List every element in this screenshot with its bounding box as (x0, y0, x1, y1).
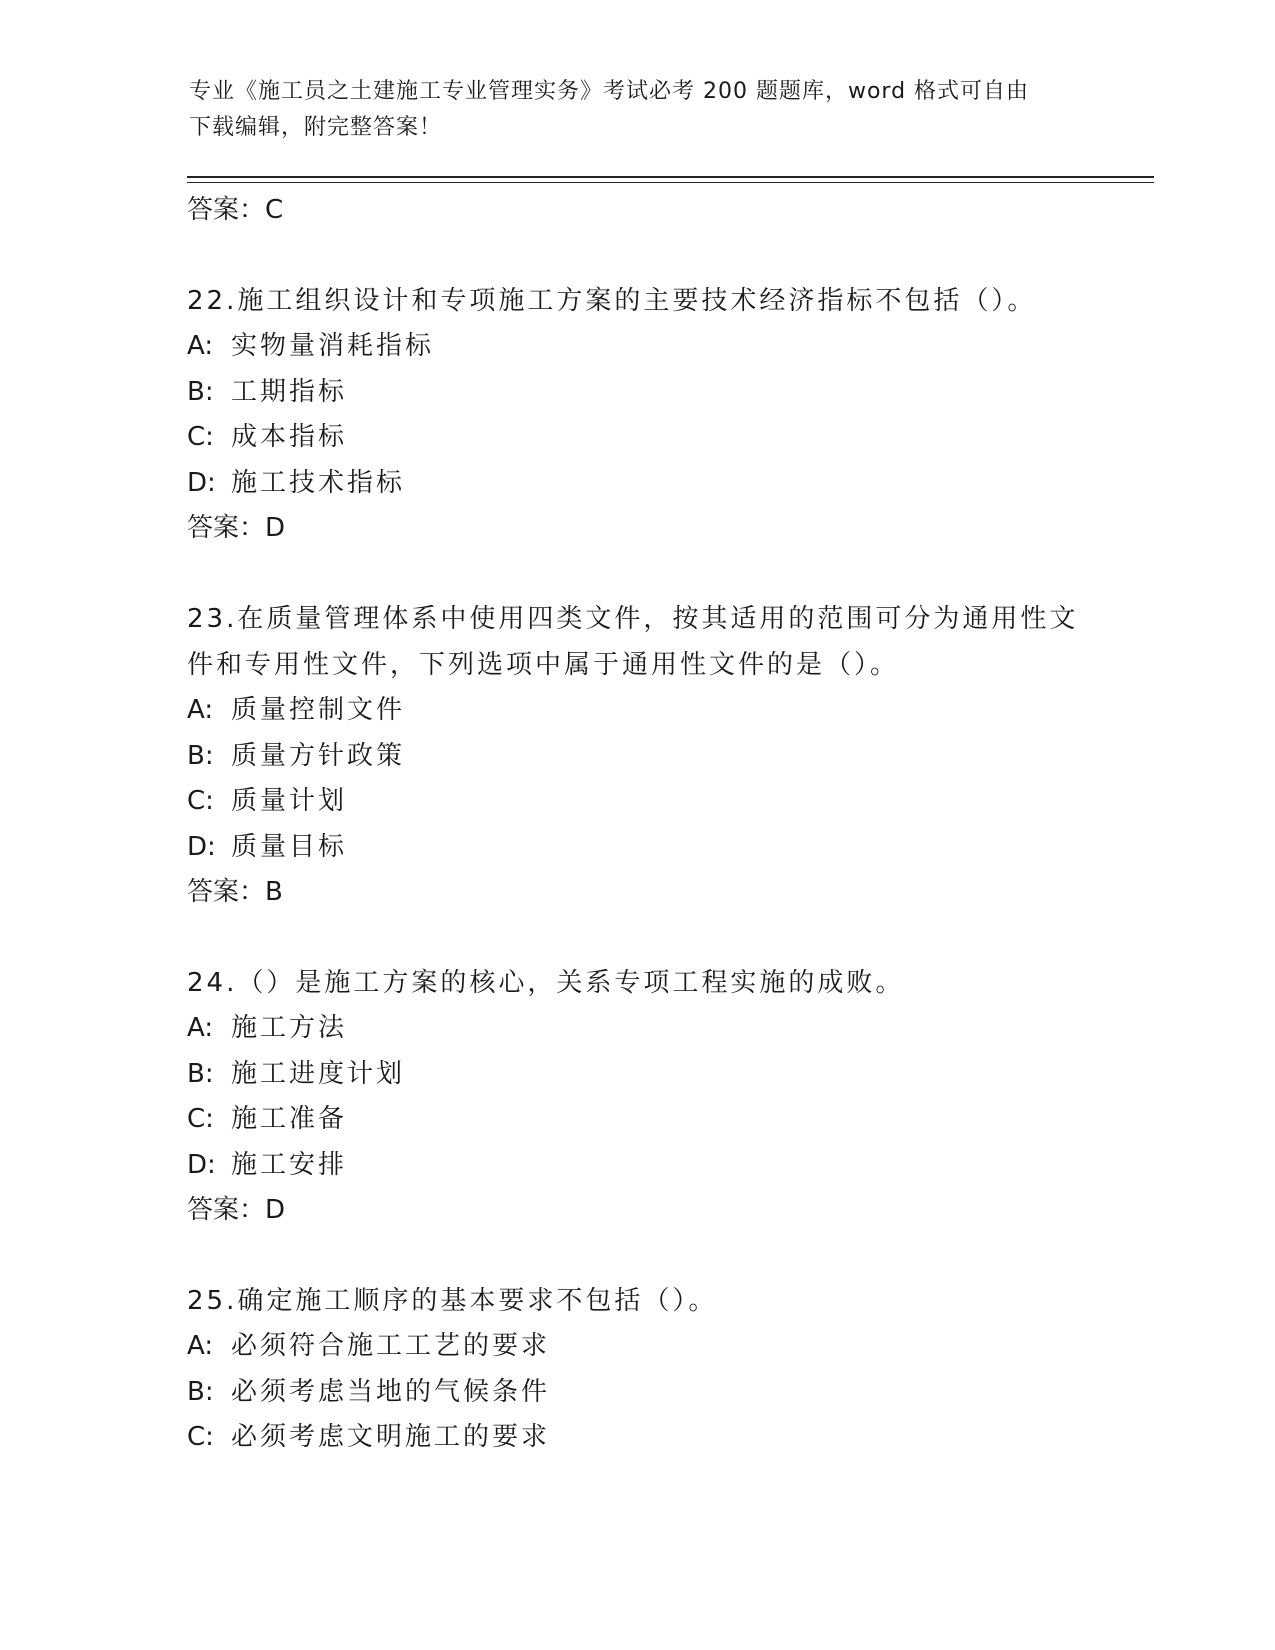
option-letter: A: (187, 695, 214, 725)
header-rule-thick (187, 176, 1154, 178)
answer: 答案：B (187, 877, 283, 907)
question-list (187, 188, 1127, 1461)
option-letter: D: (187, 831, 216, 862)
option-text: 必须符合施工工艺的要求 (231, 1331, 551, 1361)
option-b (187, 370, 1127, 416)
option-a (187, 324, 1127, 370)
option-letter: D: (187, 467, 216, 498)
previous-answer: 答案：C (187, 195, 284, 225)
option-letter: A: (187, 1331, 214, 1361)
option-text: 必须考虑当地的气候条件 (231, 1376, 551, 1407)
option-letter: D: (187, 1149, 216, 1180)
option-d (187, 825, 1127, 871)
option-text: 工期指标 (231, 376, 348, 407)
option-c (187, 1415, 1127, 1461)
option-b (187, 734, 1127, 780)
option-text: 必须考虑文明施工的要求 (231, 1422, 551, 1452)
answer: 答案：D (187, 1195, 286, 1225)
option-c (187, 415, 1127, 461)
question-23 (187, 596, 1127, 914)
header-rule-thin (187, 182, 1154, 183)
option-letter: A: (187, 331, 214, 361)
option-letter: B: (187, 1376, 214, 1407)
option-text: 施工进度计划 (231, 1058, 406, 1089)
question-text-line-2: 件和专用性文件，下列选项中属于通用性文件的是（）。 (187, 650, 900, 680)
option-letter: A: (187, 1013, 214, 1043)
option-text: 质量方针政策 (231, 740, 406, 771)
option-a (187, 1324, 1127, 1370)
option-text: 施工准备 (231, 1104, 348, 1134)
option-d (187, 1143, 1127, 1189)
header-line-2: 下载编辑，附完整答案！ (189, 115, 443, 140)
option-letter: C: (187, 786, 214, 816)
option-text: 施工方法 (231, 1013, 348, 1043)
option-b (187, 1052, 1127, 1098)
option-letter: C: (187, 1104, 214, 1134)
option-a (187, 688, 1127, 734)
option-text: 实物量消耗指标 (231, 331, 435, 361)
question-24 (187, 960, 1127, 1232)
document-header (189, 74, 1089, 146)
option-c (187, 1097, 1127, 1143)
question-text: 22.施工组织设计和专项施工方案的主要技术经济指标不包括（）。 (187, 286, 1037, 316)
option-c (187, 779, 1127, 825)
option-b (187, 1370, 1127, 1416)
question-text: 24.（）是施工方案的核心，关系专项工程实施的成败。 (187, 968, 905, 998)
option-d (187, 461, 1127, 507)
option-letter: C: (187, 1422, 214, 1452)
option-a (187, 1006, 1127, 1052)
option-letter: B: (187, 740, 214, 771)
question-text-line-1: 23.在质量管理体系中使用四类文件，按其适用的范围可分为通用性文 (187, 604, 1079, 634)
option-text: 质量控制文件 (231, 695, 406, 725)
option-text: 成本指标 (231, 422, 348, 452)
option-letter: B: (187, 376, 214, 407)
option-text: 质量目标 (231, 831, 348, 862)
answer: 答案：D (187, 513, 286, 543)
option-text: 施工安排 (231, 1149, 348, 1180)
option-text: 施工技术指标 (231, 467, 406, 498)
option-letter: B: (187, 1058, 214, 1089)
question-text: 25.确定施工顺序的基本要求不包括（）。 (187, 1286, 718, 1316)
option-letter: C: (187, 422, 214, 452)
option-text: 质量计划 (231, 786, 348, 816)
header-line-1: 专业《施工员之土建施工专业管理实务》考试必考 200 题题库，word 格式可自由 (189, 79, 1030, 104)
question-25 (187, 1278, 1127, 1461)
question-22 (187, 278, 1127, 550)
